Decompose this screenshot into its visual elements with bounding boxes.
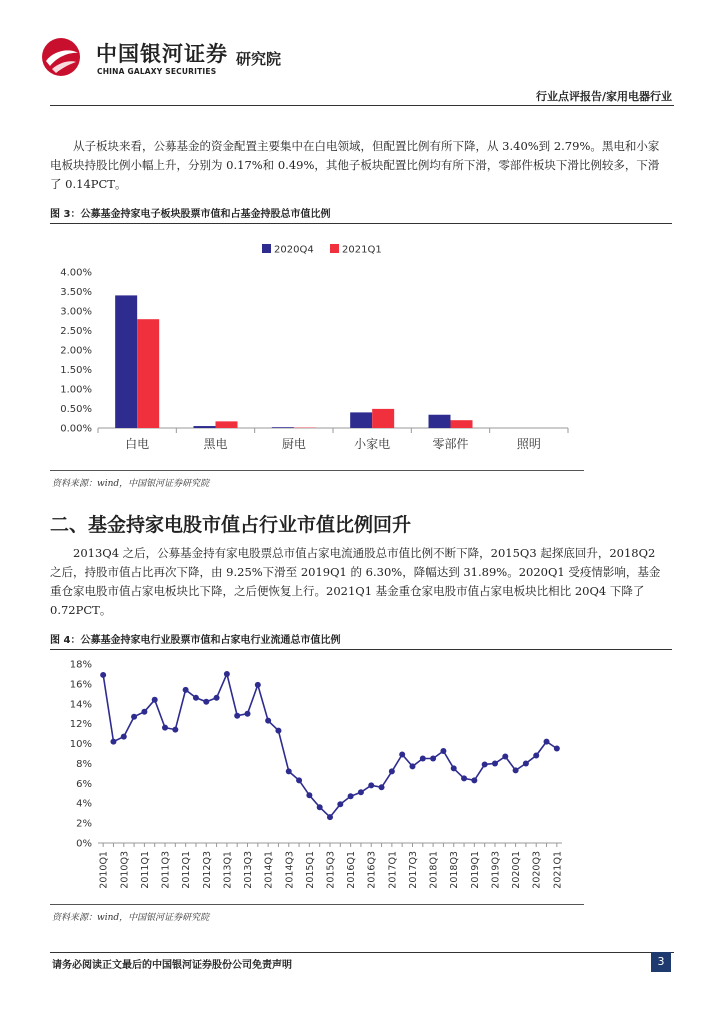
x-tick-label: 2020Q3 <box>531 851 543 889</box>
data-point-2018Q4 <box>461 775 467 781</box>
x-tick-label: 2013Q3 <box>243 851 255 889</box>
bar-2021Q1-黑电 <box>216 421 238 428</box>
bar-2021Q1-白电 <box>137 319 159 428</box>
report-type: 行业点评报告/家用电器行业 <box>535 90 672 103</box>
footer-divider <box>50 952 674 953</box>
y-tick-label: 0.50% <box>60 404 92 415</box>
x-tick-label: 小家电 <box>354 437 391 451</box>
brand-name-en: CHINA GALAXY SECURITIES <box>97 67 217 76</box>
data-point-2015Q2 <box>317 804 323 810</box>
y-tick-label: 2.00% <box>60 345 92 357</box>
data-point-2013Q1 <box>224 671 230 677</box>
data-point-2014Q2 <box>275 728 281 734</box>
x-tick-label: 2014Q1 <box>263 851 275 889</box>
x-tick-label: 2021Q1 <box>552 851 564 889</box>
data-point-2018Q2 <box>440 748 446 754</box>
data-point-2011Q3 <box>162 725 168 731</box>
x-tick-label: 2011Q3 <box>160 851 172 889</box>
data-point-2010Q4 <box>131 714 137 720</box>
section-heading: 二、基金持家电股市值占行业市值比例回升 <box>50 514 412 536</box>
y-tick-label: 3.50% <box>60 287 92 298</box>
data-point-2020Q3 <box>533 752 539 758</box>
data-point-2019Q1 <box>471 777 477 783</box>
legend-swatch-2020Q4 <box>262 244 271 253</box>
data-point-2011Q1 <box>141 709 147 715</box>
paragraph-subsector: 从子板块来看，公募基金的资金配置主要集中在白电领域，但配置比例有所下降，从 3.40%到 2.79%。黑电和小家电板块持股比例小幅上升，分别为 0.17%和 0.49%，其他子板块配置比例均有所下滑，零部件板块下滑比例较多，下滑了 0.14PCT。 <box>50 139 660 191</box>
figure-3-source-divider <box>50 470 584 471</box>
y-tick-label: 0% <box>76 838 92 850</box>
data-point-2017Q3 <box>409 763 415 769</box>
y-tick-label: 16% <box>69 679 92 691</box>
data-point-2014Q1 <box>265 718 271 724</box>
y-tick-label: 6% <box>76 778 92 790</box>
bar-2021Q1-小家电 <box>372 409 394 428</box>
data-point-2012Q3 <box>203 699 209 705</box>
data-point-2017Q1 <box>389 768 395 774</box>
data-point-2012Q4 <box>214 695 220 701</box>
figure-4-source: 资料来源：wind，中国银河证券研究院 <box>52 913 210 923</box>
data-point-2013Q3 <box>245 711 251 717</box>
data-point-2011Q2 <box>152 697 158 703</box>
data-point-2015Q1 <box>306 792 312 798</box>
x-tick-label: 照明 <box>516 437 541 451</box>
y-tick-label: 1.50% <box>60 365 92 376</box>
y-tick-label: 0.00% <box>60 423 92 435</box>
y-tick-label: 4% <box>76 798 92 810</box>
data-point-2010Q3 <box>121 734 127 740</box>
data-point-2019Q2 <box>482 761 488 767</box>
data-point-2012Q1 <box>183 687 189 693</box>
data-point-2016Q2 <box>358 789 364 795</box>
y-tick-label: 18% <box>69 659 92 671</box>
y-tick-label: 4.00% <box>60 267 92 279</box>
legend-label-2021Q1: 2021Q1 <box>342 244 382 256</box>
data-point-2017Q2 <box>399 751 405 757</box>
data-point-2012Q2 <box>193 695 199 701</box>
x-tick-label: 黑电 <box>203 437 228 451</box>
bar-2021Q1-零部件 <box>451 420 473 428</box>
y-tick-label: 3.00% <box>60 306 92 318</box>
y-tick-label: 10% <box>69 739 92 751</box>
x-tick-label: 2018Q1 <box>428 851 440 889</box>
figure-4-title: 图 4：公募基金持家电行业股票市值和占家电行业流通总市值比例 <box>50 631 672 650</box>
data-point-2018Q1 <box>430 755 436 761</box>
paragraph-fund-share: 2013Q4 之后，公募基金持有家电股票总市值占家电流通股总市值比例不断下降，2015Q3 起探底回升，2018Q2 之后，持股市值占比再次下降，由 9.25%下滑至 2019Q1 的 6.30%，降幅达到 31.89%。2020Q1 受疫情影响，基金重仓家电股市值占家电板块比下降，之后便恢复上行。2021Q1 基金重仓家电股市值占家电板块比相比 20Q4 下降了 0.72PCT。 <box>50 546 661 617</box>
x-tick-label: 零部件 <box>432 437 469 451</box>
x-tick-label: 2015Q1 <box>304 851 316 889</box>
x-tick-label: 2010Q3 <box>119 851 131 889</box>
data-point-2019Q4 <box>502 753 508 759</box>
x-tick-label: 2011Q1 <box>139 851 151 889</box>
x-tick-label: 2012Q3 <box>201 851 213 889</box>
data-point-2020Q2 <box>523 760 529 766</box>
figure-4-line-chart <box>50 648 590 900</box>
x-tick-label: 2012Q1 <box>181 851 193 889</box>
data-point-2020Q4 <box>544 739 550 745</box>
data-point-2010Q2 <box>110 739 116 745</box>
footer-disclaimer: 请务必阅读正文最后的中国银河证券股份公司免责声明 <box>52 960 292 971</box>
data-point-2019Q3 <box>492 760 498 766</box>
data-point-2016Q4 <box>379 784 385 790</box>
data-point-2014Q3 <box>286 768 292 774</box>
y-tick-label: 1.00% <box>60 384 92 396</box>
galaxy-logo-icon <box>40 36 82 78</box>
bar-2020Q4-小家电 <box>350 412 372 428</box>
data-point-2016Q3 <box>368 782 374 788</box>
x-tick-label: 2018Q3 <box>449 851 461 889</box>
data-point-2015Q3 <box>327 814 333 820</box>
y-tick-label: 14% <box>69 699 92 711</box>
header-divider <box>50 105 674 106</box>
series-line <box>103 674 557 817</box>
figure-3-bar-chart <box>50 228 590 468</box>
x-tick-label: 2019Q1 <box>469 851 481 889</box>
data-point-2021Q1 <box>554 746 560 752</box>
x-tick-label: 2019Q3 <box>490 851 502 889</box>
y-tick-label: 2% <box>76 818 92 830</box>
x-tick-label: 2013Q1 <box>222 851 234 889</box>
legend-swatch-2021Q1 <box>330 244 339 253</box>
data-point-2013Q2 <box>234 713 240 719</box>
x-tick-label: 2017Q1 <box>387 851 399 889</box>
data-point-2011Q4 <box>172 727 178 733</box>
x-tick-label: 2014Q3 <box>284 851 296 889</box>
bar-2020Q4-黑电 <box>194 426 216 428</box>
bar-2020Q4-白电 <box>115 295 137 428</box>
x-tick-label: 2017Q3 <box>407 851 419 889</box>
data-point-2013Q4 <box>255 682 261 688</box>
brand-department: 研究院 <box>236 50 282 68</box>
data-point-2018Q3 <box>451 765 457 771</box>
figure-3-title: 图 3：公募基金持家电子板块股票市值和占基金持股总市值比例 <box>50 205 672 224</box>
bar-2020Q4-零部件 <box>429 415 451 428</box>
data-point-2015Q4 <box>337 801 343 807</box>
x-tick-label: 2016Q1 <box>346 851 358 889</box>
x-tick-label: 2015Q3 <box>325 851 337 889</box>
x-tick-label: 2020Q1 <box>511 851 523 889</box>
x-tick-label: 2016Q3 <box>366 851 378 889</box>
brand-name-cn: 中国银河证券 <box>96 42 228 66</box>
data-point-2020Q1 <box>513 767 519 773</box>
x-tick-label: 白电 <box>125 437 150 451</box>
data-point-2014Q4 <box>296 777 302 783</box>
bar-2020Q4-厨电 <box>272 427 294 428</box>
y-tick-label: 12% <box>69 719 92 731</box>
x-tick-label: 厨电 <box>281 437 306 451</box>
y-tick-label: 2.50% <box>60 326 92 337</box>
data-point-2016Q1 <box>348 793 354 799</box>
figure-3-source: 资料来源：wind，中国银河证券研究院 <box>52 479 210 489</box>
data-point-2017Q4 <box>420 755 426 761</box>
legend-label-2020Q4: 2020Q4 <box>274 244 314 256</box>
page-number: 3 <box>651 952 671 972</box>
figure-4-source-divider <box>50 904 584 905</box>
data-point-2010Q1 <box>100 672 106 678</box>
x-tick-label: 2010Q1 <box>98 851 110 889</box>
y-tick-label: 8% <box>76 758 92 770</box>
